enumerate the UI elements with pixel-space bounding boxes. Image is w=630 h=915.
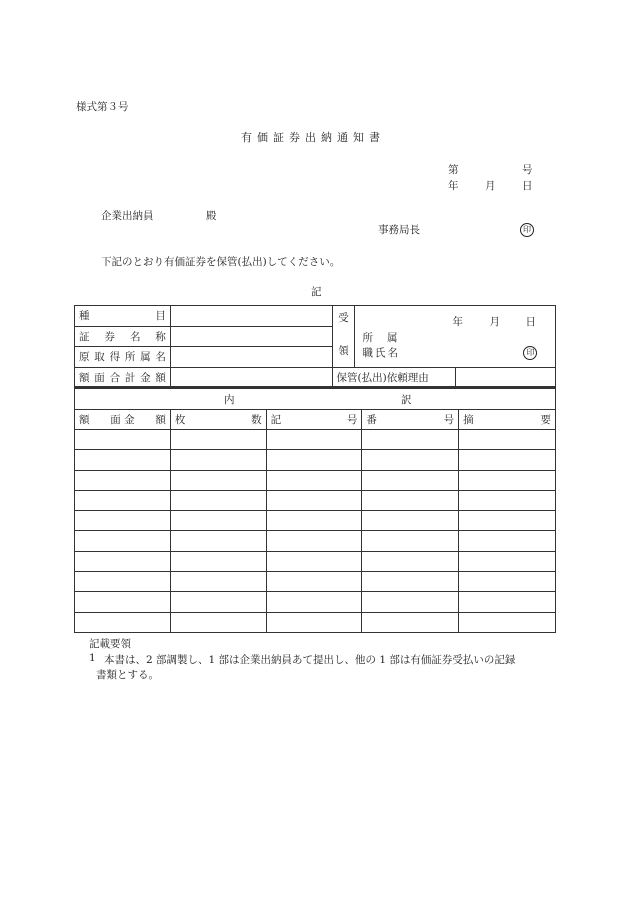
column-header-text: 額 [155, 413, 166, 426]
doc-number-label: 第 [448, 164, 459, 176]
table-cell [266, 470, 362, 490]
table-cell [170, 572, 266, 592]
table-row [75, 511, 556, 531]
table-cell [459, 450, 556, 470]
table-cell [170, 450, 266, 470]
receipt-month: 月 [489, 316, 500, 328]
label-gen-shutoku: 原 取 得 所 属 名 [75, 347, 171, 368]
table-cell [459, 592, 556, 612]
column-header-text: 額 [79, 413, 90, 426]
table-cell [170, 511, 266, 531]
breakdown-header-left: 内 [224, 394, 235, 407]
table-cell [459, 572, 556, 592]
column-header-text: 番 [366, 413, 377, 426]
notes-heading: 記載要領 [89, 638, 131, 650]
receipt-label-top: 受 [338, 312, 349, 324]
receipt-label [332, 306, 355, 368]
table-cell [362, 450, 459, 470]
column-header-1 [75, 409, 171, 430]
table-cell [362, 430, 459, 450]
addressee-honorific: 殿 [206, 210, 217, 222]
table-cell [75, 612, 171, 632]
doc-date-day: 日 [522, 180, 533, 192]
table-cell [362, 531, 459, 551]
table-cell [170, 592, 266, 612]
seal-icon: 印 [520, 223, 534, 237]
table-cell [362, 490, 459, 510]
note-1-line2: 書類とする。 [96, 669, 159, 681]
doc-date-month: 月 [485, 180, 496, 192]
table-cell [266, 450, 362, 470]
value-gakumen-gokei [170, 367, 332, 388]
receipt-box [355, 306, 556, 368]
column-header-5 [459, 409, 556, 430]
receipt-day: 日 [525, 316, 536, 328]
value-shoken-meisho [170, 326, 332, 347]
reason-label: 保管(払出)依頼理由 [332, 367, 456, 388]
doc-number-suffix: 号 [522, 164, 533, 176]
table-cell [75, 592, 171, 612]
column-header-text: 要 [540, 413, 551, 426]
table-row [75, 531, 556, 551]
label-shoken-meisho: 証 券 名 称 [75, 326, 171, 347]
column-header-2 [170, 409, 266, 430]
column-header-text: 数 [251, 413, 262, 426]
column-header-text: 記 [270, 413, 282, 426]
form-number: 様式第３号 [76, 101, 129, 113]
table-row [75, 430, 556, 450]
table-cell [75, 450, 171, 470]
table-cell [362, 572, 459, 592]
table-cell [362, 592, 459, 612]
table-cell [75, 511, 171, 531]
table-cell [362, 511, 459, 531]
affiliation-label: 所属 [362, 332, 412, 344]
document-title: 有価証券出納通知書 [241, 131, 385, 144]
body-text: 下記のとおり有価証券を保管(払出)してください。 [101, 256, 341, 268]
table-row [75, 450, 556, 470]
table-cell [266, 592, 362, 612]
table-cell [459, 490, 556, 510]
table-cell [459, 551, 556, 571]
table-row [75, 470, 556, 490]
table-cell [459, 531, 556, 551]
table-cell [75, 490, 171, 510]
label-gakumen-gokei: 額 面 合 計 金 額 [75, 367, 171, 388]
table-cell [75, 572, 171, 592]
name-label: 職氏名 [362, 347, 400, 359]
table-row [75, 612, 556, 632]
table-cell [170, 430, 266, 450]
note-1-number: 1 [89, 652, 96, 664]
table-row [75, 490, 556, 510]
label-shumoku: 種 目 [75, 306, 171, 327]
table-cell [266, 511, 362, 531]
value-shumoku [170, 306, 332, 327]
table-cell [362, 470, 459, 490]
receipt-seal-icon: 印 [523, 346, 537, 360]
sender-title: 事務局長 [378, 224, 420, 236]
addressee-name: 企業出納員 [101, 210, 154, 222]
column-header-4 [362, 409, 459, 430]
column-header-text: 号 [443, 413, 455, 426]
table-cell [266, 612, 362, 632]
table-cell [170, 551, 266, 571]
table-cell [170, 531, 266, 551]
column-header-text: 面 金 [110, 413, 135, 426]
breakdown-header [75, 388, 556, 410]
breakdown-header-right: 訳 [401, 394, 412, 407]
column-header-text: 枚 [174, 413, 186, 426]
table-row [75, 551, 556, 571]
value-gen-shutoku [170, 347, 332, 368]
doc-date-year: 年 [448, 180, 459, 192]
table-cell [75, 551, 171, 571]
table-cell [459, 470, 556, 490]
table-row [75, 592, 556, 612]
table-cell [459, 430, 556, 450]
table-cell [266, 490, 362, 510]
table-cell [170, 612, 266, 632]
table-cell [75, 430, 171, 450]
table-cell [266, 430, 362, 450]
ki-label: 記 [311, 286, 322, 298]
breakdown-table [74, 386, 556, 633]
note-1-line1: 本書は、2 部調製し、1 部は企業出納員あて提出し、他の 1 部は有価証券受払いの記録 [104, 654, 516, 666]
table-row [75, 572, 556, 592]
table-cell [362, 551, 459, 571]
column-header-text: 摘 [463, 413, 474, 426]
table-cell [362, 612, 459, 632]
table-cell [170, 490, 266, 510]
column-header-3 [266, 409, 362, 430]
table-cell [266, 531, 362, 551]
table-cell [266, 551, 362, 571]
column-header-text: 号 [346, 413, 358, 426]
upper-table [74, 305, 556, 388]
reason-value [456, 367, 556, 388]
table-cell [170, 470, 266, 490]
table-cell [459, 511, 556, 531]
receipt-label-bottom: 領 [338, 345, 349, 357]
receipt-year: 年 [452, 316, 463, 328]
table-cell [459, 612, 556, 632]
table-cell [75, 470, 171, 490]
table-cell [266, 572, 362, 592]
table-cell [75, 531, 171, 551]
